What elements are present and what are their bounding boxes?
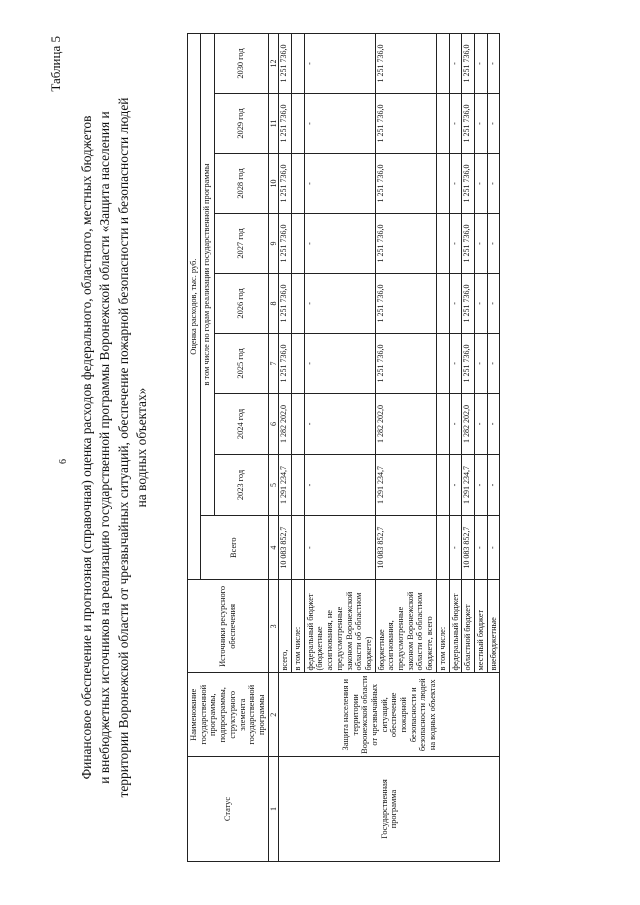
value-cell: - (487, 213, 500, 273)
column-number: 9 (268, 213, 279, 273)
header-year: 2025 год (214, 333, 268, 393)
value-cell: 1 291 234,7 (279, 454, 292, 515)
header-total: Всего (200, 516, 268, 580)
value-cell: - (474, 454, 487, 515)
value-cell: - (474, 273, 487, 333)
value-cell: 10 083 852,7 (279, 516, 292, 580)
page-number: 6 (58, 459, 69, 464)
value-cell: - (474, 154, 487, 214)
column-number: 2 (268, 673, 279, 757)
header-estimate: Оценка расходов, тыс. руб. (188, 34, 201, 580)
value-cell: 1 251 736,0 (375, 333, 436, 393)
header-year: 2030 год (214, 34, 268, 94)
value-cell (292, 454, 305, 515)
value-cell: 1 251 736,0 (462, 333, 475, 393)
title-line: и внебюджетных источников на реализацию государственной программы Воронежской области «Защита населения и (97, 111, 113, 784)
value-cell: - (304, 333, 375, 393)
value-cell (292, 34, 305, 94)
value-cell: 1 251 736,0 (462, 213, 475, 273)
value-cell (436, 154, 449, 214)
source-cell: федеральный бюджет (бюджетные ассигнования, не предусмотренные законом Воронежской области об областном бюджете) (304, 580, 375, 673)
value-cell: - (304, 213, 375, 273)
header-year: 2029 год (214, 94, 268, 154)
column-number: 6 (268, 393, 279, 454)
value-cell: - (487, 94, 500, 154)
value-cell (292, 94, 305, 154)
value-cell: 1 251 736,0 (462, 94, 475, 154)
value-cell: - (487, 333, 500, 393)
value-cell (436, 34, 449, 94)
value-cell: - (304, 94, 375, 154)
header-year: 2028 год (214, 154, 268, 214)
source-cell: в том числе: (436, 580, 449, 673)
header-year: 2023 год (214, 454, 268, 515)
table-label: Таблица 5 (48, 36, 63, 92)
source-cell: всего, (279, 580, 292, 673)
value-cell (292, 393, 305, 454)
document-title (78, 60, 151, 835)
value-cell: - (449, 34, 462, 94)
value-cell (436, 213, 449, 273)
title-line: Финансовое обеспечение и прогнозная (справочная) оценка расходов федерального, областного, местных бюджетов (79, 115, 94, 780)
value-cell: - (487, 273, 500, 333)
value-cell: - (487, 516, 500, 580)
value-cell: - (449, 333, 462, 393)
value-cell: 1 282 202,0 (462, 393, 475, 454)
value-cell: - (304, 516, 375, 580)
financing-table (187, 33, 500, 862)
value-cell (436, 333, 449, 393)
column-number: 11 (268, 94, 279, 154)
source-cell: внебюджетные (487, 580, 500, 673)
title-line: на водных объектах» (133, 387, 149, 508)
title-line: территории Воронежской области от чрезвычайных ситуаций, обеспечение пожарной безопасности и безопасности людей (115, 97, 131, 798)
value-cell (436, 273, 449, 333)
value-cell: 1 251 736,0 (462, 34, 475, 94)
value-cell (436, 94, 449, 154)
column-number: 8 (268, 273, 279, 333)
value-cell: - (474, 516, 487, 580)
value-cell: 1 251 736,0 (375, 34, 436, 94)
source-cell: федеральный бюджет (449, 580, 462, 673)
value-cell: 1 251 736,0 (375, 273, 436, 333)
value-cell: 1 251 736,0 (279, 273, 292, 333)
column-number: 7 (268, 333, 279, 393)
value-cell: - (449, 516, 462, 580)
status-cell: Государственная программа (279, 757, 500, 862)
value-cell: - (304, 34, 375, 94)
header-by-years: в том числе по годам реализации государственной программы (200, 34, 214, 516)
header-sources: Источники ресурсного обеспечения (188, 580, 269, 673)
value-cell: 1 282 202,0 (279, 393, 292, 454)
column-number: 1 (268, 757, 279, 862)
source-cell: в том числе: (292, 580, 305, 673)
source-cell: местный бюджет (474, 580, 487, 673)
value-cell: - (449, 154, 462, 214)
column-number: 4 (268, 516, 279, 580)
value-cell: - (474, 213, 487, 273)
column-number: 12 (268, 34, 279, 94)
value-cell (292, 516, 305, 580)
value-cell: 1 251 736,0 (375, 94, 436, 154)
value-cell: 1 251 736,0 (279, 94, 292, 154)
value-cell: - (487, 34, 500, 94)
value-cell: - (304, 273, 375, 333)
value-cell: 1 251 736,0 (279, 34, 292, 94)
header-year: 2024 год (214, 393, 268, 454)
value-cell: - (474, 94, 487, 154)
value-cell: - (474, 393, 487, 454)
value-cell: - (304, 154, 375, 214)
value-cell: - (304, 393, 375, 454)
value-cell: 1 251 736,0 (375, 213, 436, 273)
value-cell (436, 516, 449, 580)
value-cell: 1 251 736,0 (375, 154, 436, 214)
value-cell: - (304, 454, 375, 515)
column-number: 10 (268, 154, 279, 214)
value-cell: - (487, 393, 500, 454)
value-cell (292, 333, 305, 393)
value-cell (292, 273, 305, 333)
value-cell (292, 154, 305, 214)
source-cell: бюджетные ассигнования, предусмотренные законом Воронежской области об областном бюджете, всего (375, 580, 436, 673)
value-cell (436, 393, 449, 454)
header-year: 2027 год (214, 213, 268, 273)
value-cell: - (487, 154, 500, 214)
value-cell (436, 454, 449, 515)
value-cell: - (449, 273, 462, 333)
column-number: 5 (268, 454, 279, 515)
program-name-cell: Защита населения и территории Воронежской области от чрезвычайных ситуаций, обеспечение пожарной безопасности и безопасности людей на водных объектах (279, 673, 500, 757)
column-number: 3 (268, 580, 279, 673)
value-cell: - (449, 94, 462, 154)
value-cell: 1 291 234,7 (462, 454, 475, 515)
source-cell: областной бюджет (462, 580, 475, 673)
value-cell: 1 251 736,0 (279, 154, 292, 214)
value-cell: 1 282 202,0 (375, 393, 436, 454)
header-year: 2026 год (214, 273, 268, 333)
header-name: Наименование государственной программы, подпрограммы, структурного элемента государственной программы (188, 673, 269, 757)
value-cell: - (449, 213, 462, 273)
value-cell: - (449, 454, 462, 515)
value-cell: - (487, 454, 500, 515)
value-cell: 1 291 234,7 (375, 454, 436, 515)
value-cell: - (474, 333, 487, 393)
table-row (279, 34, 292, 862)
value-cell: 1 251 736,0 (462, 154, 475, 214)
header-status: Статус (188, 757, 269, 862)
value-cell: 1 251 736,0 (279, 213, 292, 273)
value-cell: 1 251 736,0 (462, 273, 475, 333)
value-cell: - (449, 393, 462, 454)
value-cell: 10 083 852,7 (462, 516, 475, 580)
value-cell (292, 213, 305, 273)
value-cell: 10 083 852,7 (375, 516, 436, 580)
value-cell: 1 251 736,0 (279, 333, 292, 393)
value-cell: - (474, 34, 487, 94)
